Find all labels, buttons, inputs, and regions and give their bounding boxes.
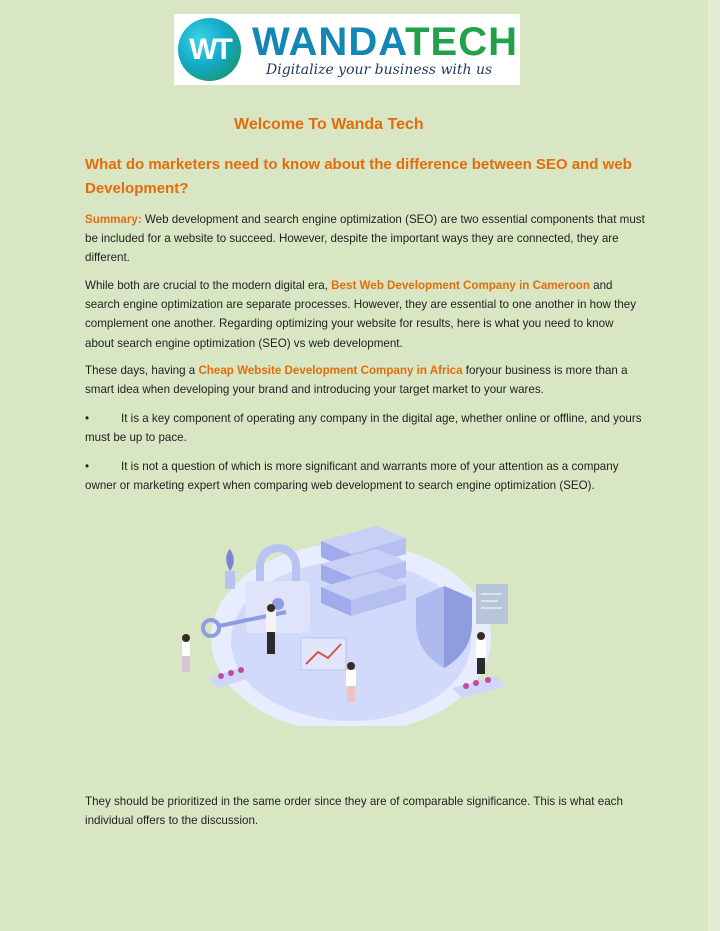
logo-word-tech: TECH [405, 20, 519, 64]
paragraph-3-before: These days, having a [85, 364, 199, 377]
welcome-title: Welcome To Wanda Tech [234, 116, 424, 133]
bullet-item [85, 457, 645, 495]
summary-paragraph [85, 210, 645, 268]
logo-word-wanda: WANDA [252, 20, 406, 64]
wandatech-logo [174, 14, 520, 85]
closing-paragraph: They should be prioritized in the same order since they are of comparable significance. This is what each individual offers to the discussion. [85, 795, 623, 828]
link-best-web-development[interactable]: Best Web Development Company in Cameroon [331, 279, 590, 292]
summary-label: Summary: [85, 213, 142, 226]
paragraph-3-after: foryour business is more than a smart idea when developing your brand and introducing your target market to your wares. [85, 364, 628, 397]
paragraph-2-before: While both are crucial to the modern digital era, [85, 279, 332, 292]
bullet-symbol: • [85, 460, 90, 473]
link-cheap-website-development[interactable]: Cheap Website Development Company in Africa [198, 364, 463, 377]
plant-icon [225, 549, 235, 589]
paragraph-2 [85, 276, 645, 353]
bullet-text: It is not a question of which is more significant and warrants more of your attention as a company owner or marketing expert when comparing web development to search engine optimization (SEO). [85, 460, 619, 493]
paragraph-3 [85, 361, 645, 399]
monitor-icon [301, 638, 346, 670]
article-heading: What do marketers need to know about the difference between SEO and web Development? [85, 156, 632, 197]
bullet-symbol: • [85, 412, 90, 425]
bullet-text: It is a key component of operating any company in the digital age, whether online or offline, and yours must be up to pace. [85, 412, 642, 445]
person-figure [182, 634, 190, 672]
logo-tagline: Digitalize your business with us [266, 62, 493, 78]
logo-wordmark [252, 20, 518, 64]
paragraph-2-after: and search engine optimization are separate processes. However, they are essential to one another in how they complement one another. Regarding optimizing your website for results, here is what you need to know about search engine optimization (SEO) vs web development. [85, 279, 637, 350]
page-edge [708, 0, 720, 931]
bullet-item [85, 409, 645, 447]
code-panel-icon [476, 584, 508, 624]
server-stack-icon [321, 526, 406, 616]
logo-badge: WT [178, 18, 241, 81]
seo-web-development-illustration [176, 526, 516, 726]
summary-text: Web development and search engine optimization (SEO) are two essential components that must be included for a website to succeed. However, despite the important ways they are connected, they are different. [85, 213, 645, 265]
